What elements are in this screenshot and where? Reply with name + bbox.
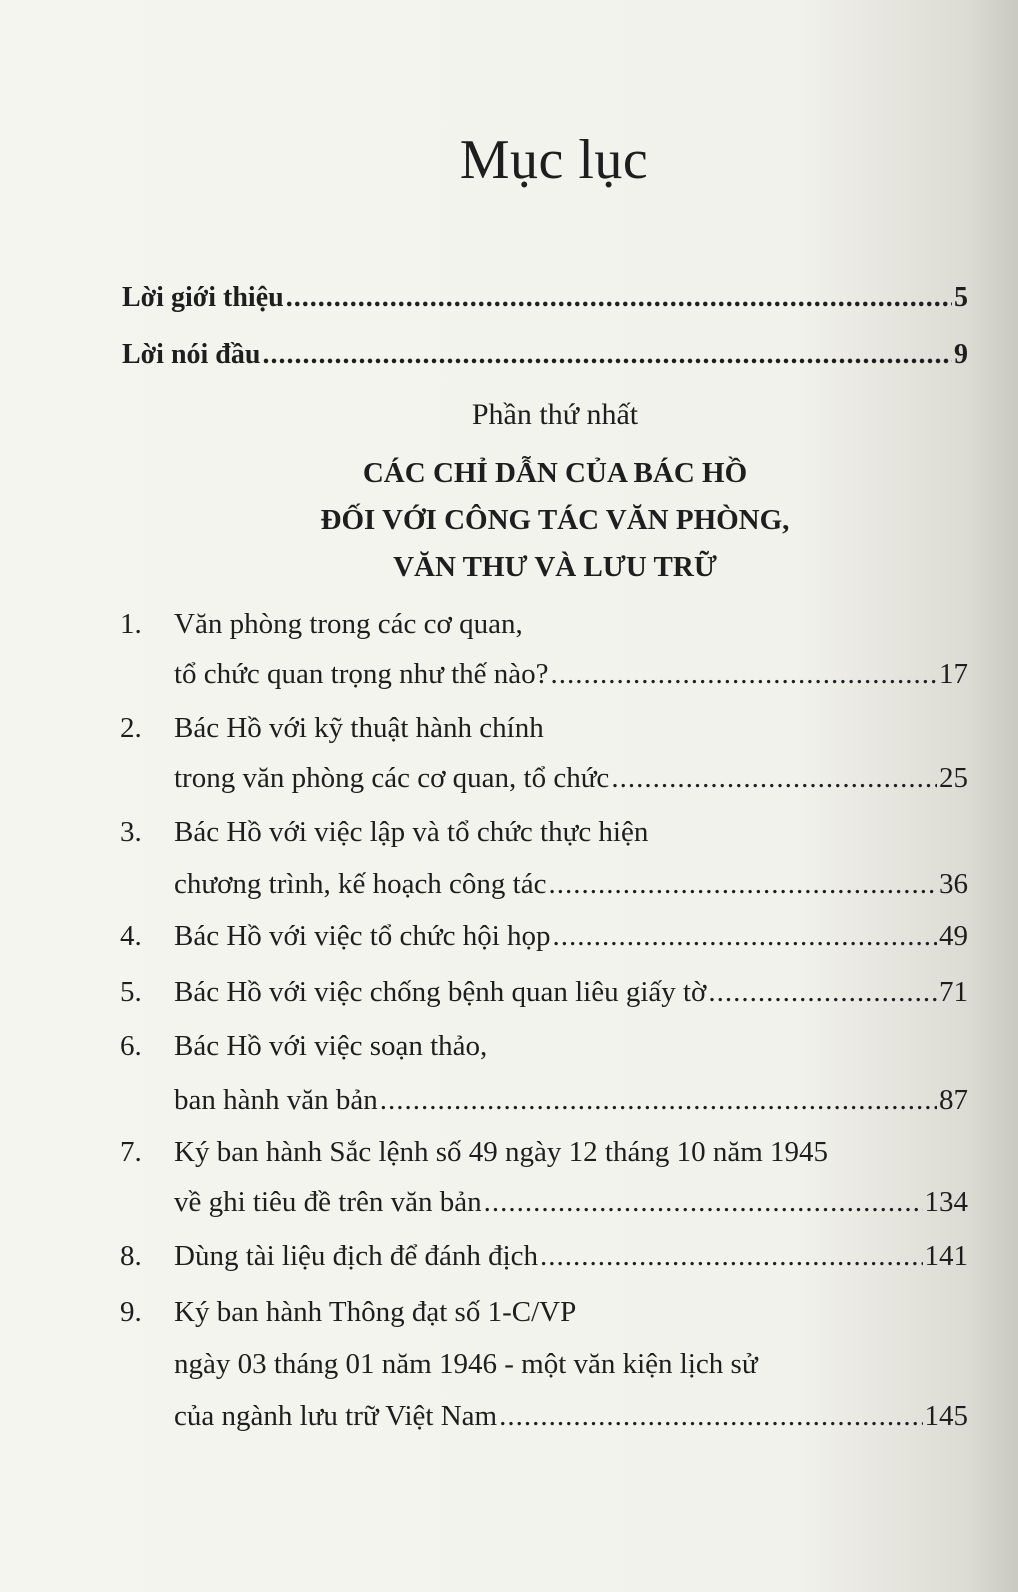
entry-text: Bác Hồ với việc chống bệnh quan liêu giấy tờ — [174, 976, 707, 1008]
entry-page: 36 — [939, 868, 968, 900]
front-item-label: Lời giới thiệu — [122, 282, 284, 313]
entry-text: ban hành văn bản — [174, 1084, 378, 1116]
part-title-line: ĐỐI VỚI CÔNG TÁC VĂN PHÒNG, — [320, 504, 790, 536]
front-item-page: 9 — [954, 339, 968, 370]
dot-leader — [286, 282, 952, 314]
entry-text: Bác Hồ với việc tổ chức hội họp — [174, 920, 551, 952]
dot-leader — [551, 658, 938, 691]
entry-page: 87 — [939, 1084, 968, 1116]
entry-number: 9. — [120, 1296, 142, 1328]
entry-number: 5. — [120, 976, 142, 1008]
entry-text: về ghi tiêu đề trên văn bản — [174, 1186, 482, 1218]
part-title-line: VĂN THƯ VÀ LƯU TRỮ — [393, 551, 717, 583]
entry-text: Bác Hồ với kỹ thuật hành chính — [174, 712, 544, 744]
front-item-page: 5 — [954, 282, 968, 313]
entry-text: của ngành lưu trữ Việt Nam — [174, 1400, 498, 1432]
entry-number: 8. — [120, 1240, 142, 1272]
part-title — [0, 450, 1018, 591]
dot-leader — [708, 976, 937, 1009]
entry-number: 2. — [120, 712, 142, 744]
entry-number: 6. — [120, 1030, 142, 1062]
entry-text: Bác Hồ với việc soạn thảo, — [174, 1030, 488, 1062]
page-title: Mục lục — [459, 129, 649, 191]
toc-front-item — [122, 339, 968, 379]
dot-leader — [553, 920, 937, 953]
dot-leader — [540, 1240, 922, 1273]
entry-page: 25 — [939, 762, 968, 794]
entry-text: Ký ban hành Thông đạt số 1-C/VP — [174, 1296, 577, 1328]
entry-number: 4. — [120, 920, 142, 952]
entry-page: 141 — [924, 1240, 968, 1272]
entry-text: tổ chức quan trọng như thế nào? — [174, 658, 549, 690]
entry-text: chương trình, kế hoạch công tác — [174, 868, 547, 900]
entry-number: 1. — [120, 608, 142, 640]
dot-leader — [548, 868, 937, 901]
entry-page: 71 — [939, 976, 968, 1008]
entry-page: 17 — [939, 658, 968, 690]
dot-leader — [262, 339, 952, 371]
entry-text: Bác Hồ với việc lập và tổ chức thực hiện — [174, 816, 649, 848]
toc-front-item — [122, 282, 968, 322]
entry-page: 134 — [924, 1186, 968, 1218]
part-label: Phần thứ nhất — [471, 398, 639, 431]
entry-number: 3. — [120, 816, 142, 848]
entry-text: Ký ban hành Sắc lệnh số 49 ngày 12 tháng 10 năm 1945 — [174, 1136, 829, 1168]
entry-page: 145 — [924, 1400, 968, 1432]
entry-number: 7. — [120, 1136, 142, 1168]
dot-leader — [380, 1084, 937, 1117]
dot-leader — [611, 762, 937, 795]
part-title-line: CÁC CHỈ DẪN CỦA BÁC HỒ — [362, 457, 748, 489]
entry-text: ngày 03 tháng 01 năm 1946 - một văn kiện lịch sử — [174, 1348, 758, 1380]
entry-text: Văn phòng trong các cơ quan, — [174, 608, 523, 640]
dot-leader — [484, 1186, 923, 1219]
entry-page: 49 — [939, 920, 968, 952]
entry-text: Dùng tài liệu địch để đánh địch — [174, 1240, 539, 1272]
entry-text: trong văn phòng các cơ quan, tổ chức — [174, 762, 610, 794]
front-item-label: Lời nói đầu — [122, 339, 261, 370]
dot-leader — [499, 1400, 922, 1433]
